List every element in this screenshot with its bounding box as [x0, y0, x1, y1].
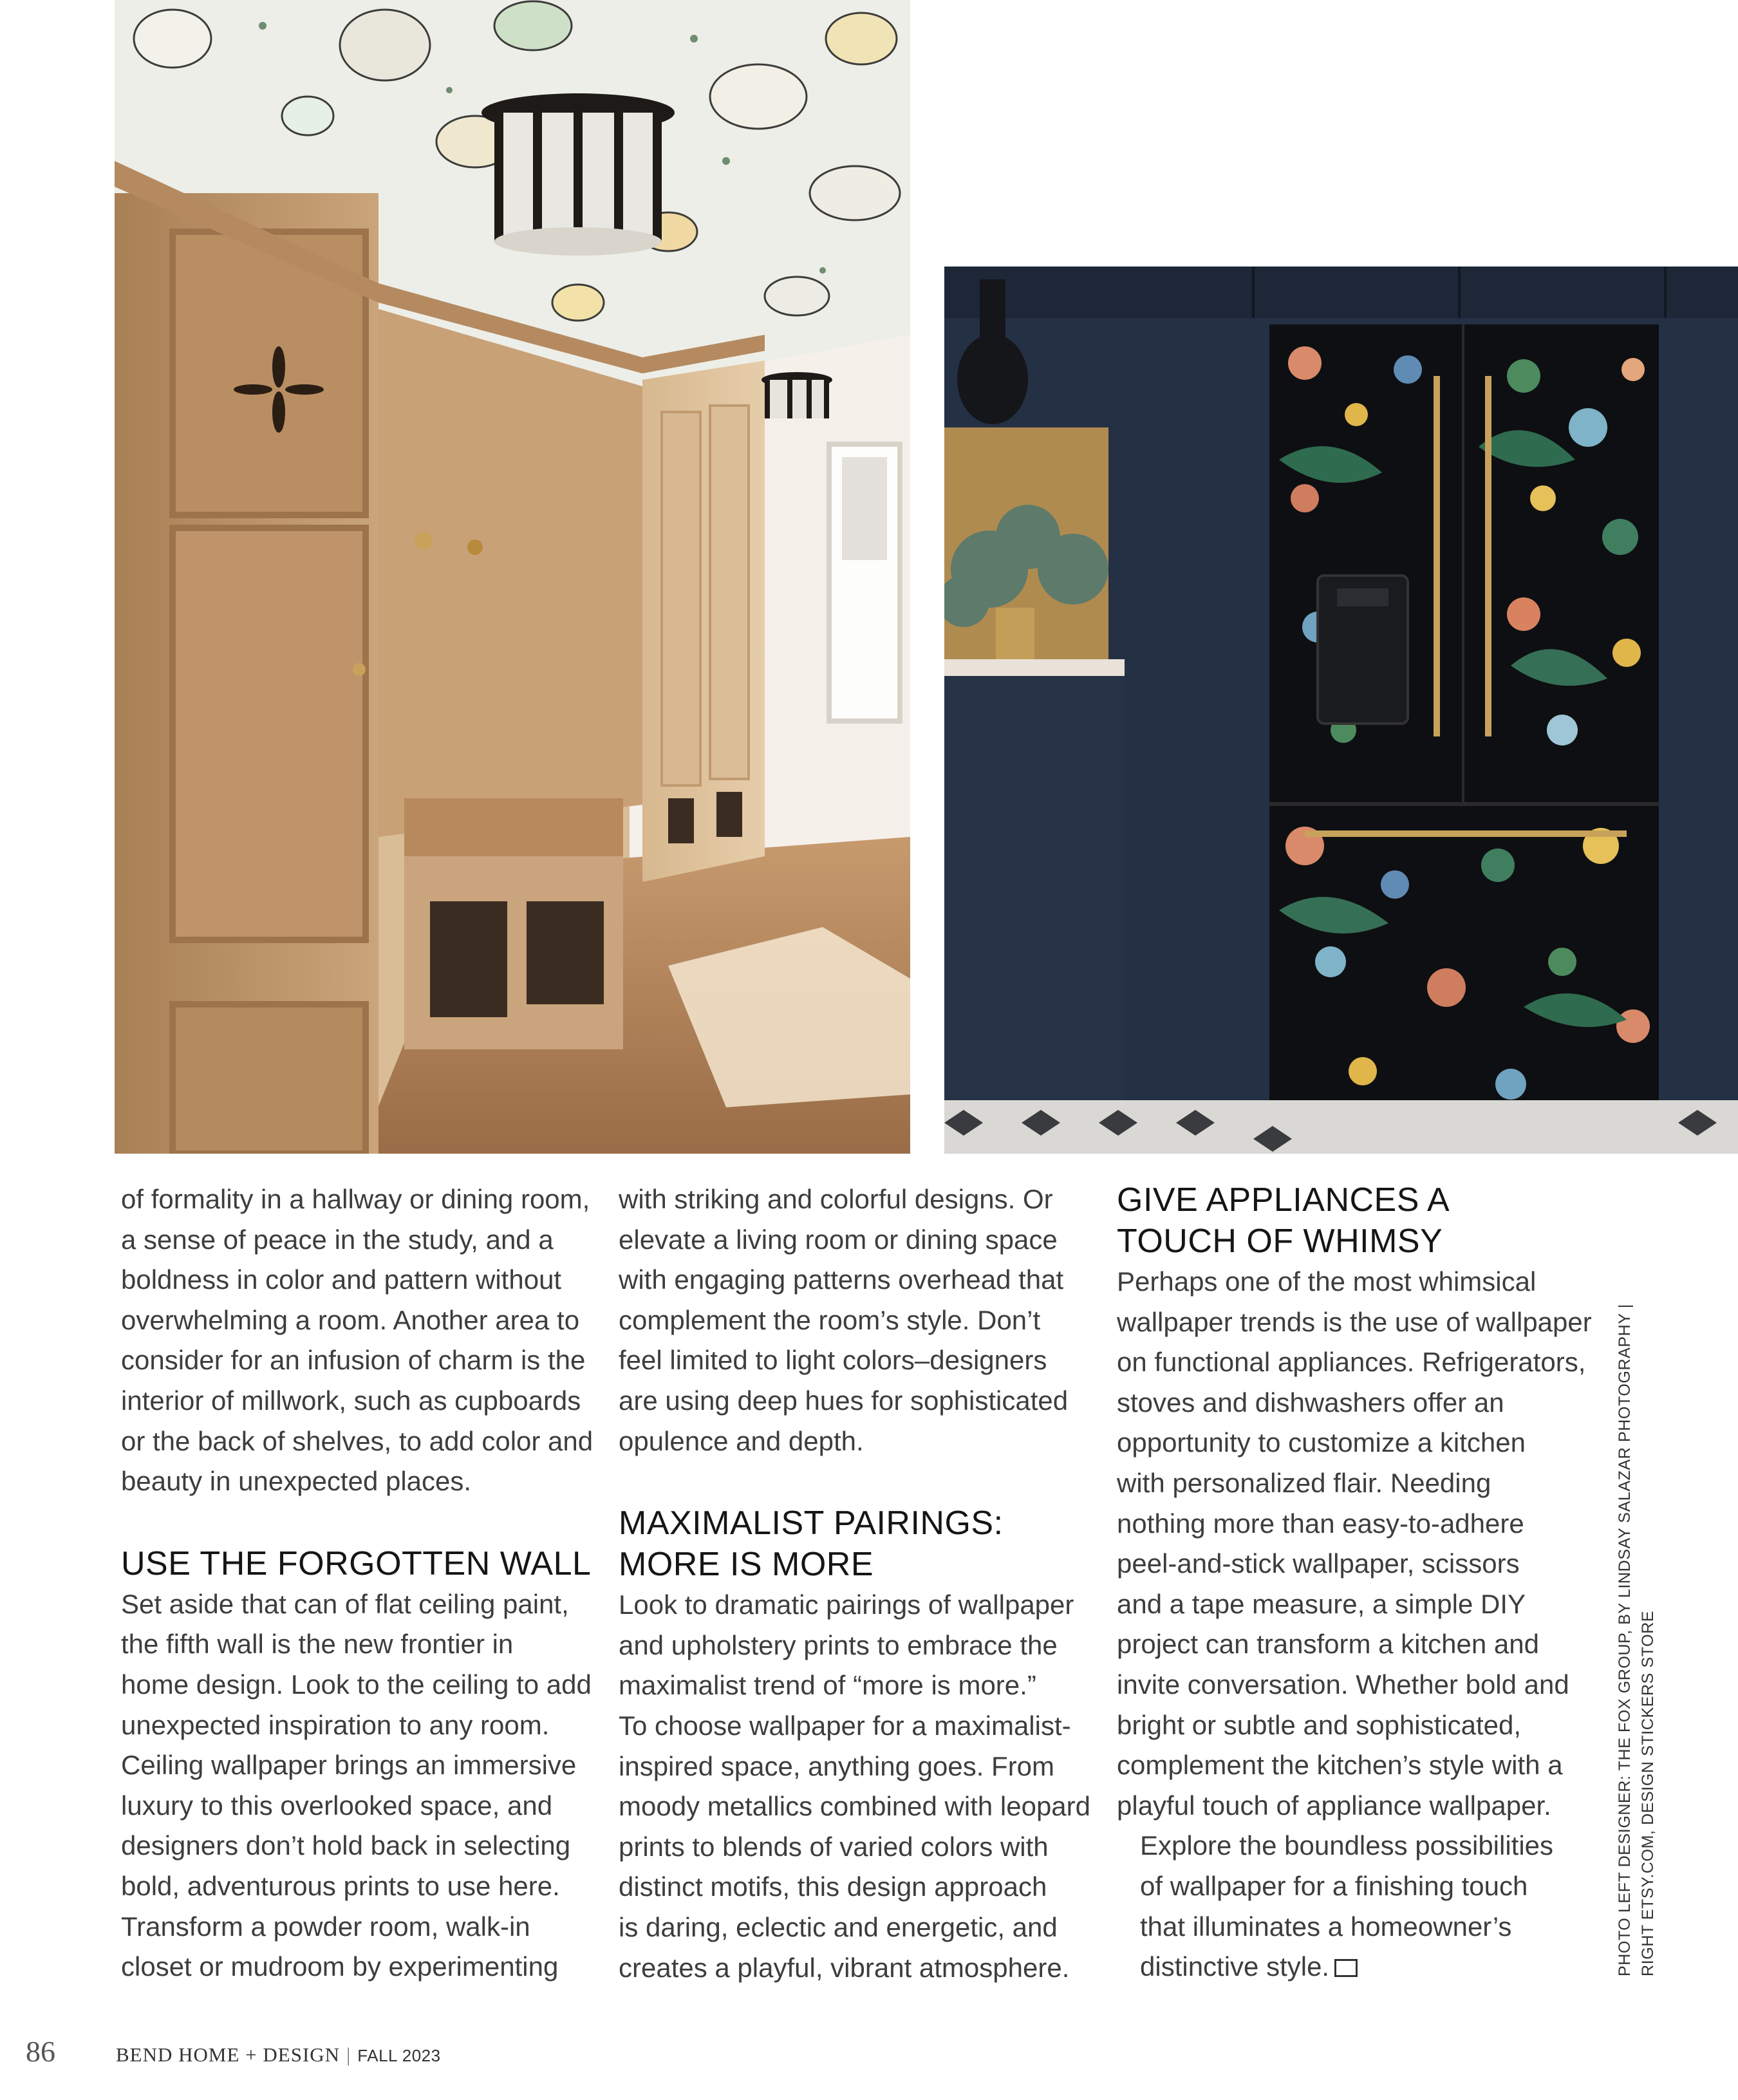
text-line: are using deep hues for sophisticated — [619, 1385, 1069, 1416]
refrigerator-illustration — [944, 267, 1738, 1154]
bench-cane-panel — [527, 901, 604, 1004]
text-line: elevate a living room or dining space — [619, 1224, 1058, 1255]
text-line-last — [1117, 1947, 1600, 1987]
text-line: Set aside that can of flat ceiling paint, — [121, 1588, 569, 1619]
cabinet-knob — [353, 663, 366, 676]
bench-alcove — [378, 309, 642, 837]
bench-seat — [404, 798, 623, 856]
lower-cabinet-door — [173, 528, 366, 940]
patterned-floor — [944, 1100, 1738, 1154]
text-line: luxury to this overlooked space, and — [121, 1790, 553, 1821]
text-line: prints to blends of varied colors with — [619, 1831, 1049, 1862]
text-line: moody metallics combined with leopard — [619, 1791, 1091, 1822]
text-line: is daring, eclectic and energetic, and — [619, 1911, 1058, 1942]
closing-paragraph — [1117, 1826, 1600, 1987]
text-line: with personalized flair. Needing — [1117, 1467, 1491, 1498]
photo-credit-line: PHOTO LEFT DESIGNER: THE FOX GROUP, BY LINDSAY SALAZAR PHOTOGRAPHY | — [1616, 1304, 1634, 1976]
section-heading-forgotten-wall: USE THE FORGOTTEN WALL — [121, 1544, 592, 1582]
locker-door — [662, 412, 700, 785]
locker-cane-panel — [716, 792, 742, 837]
fridge-handle-left — [1434, 376, 1440, 736]
locker-door — [710, 406, 749, 779]
text-line: the fifth wall is the new frontier in — [121, 1629, 514, 1660]
text-line: bold, adventurous prints to use here. — [121, 1870, 560, 1901]
locker-cane-panel — [668, 798, 694, 843]
text-line: overwhelming a room. Another area to — [121, 1304, 580, 1335]
coat-hook — [415, 532, 433, 550]
text-line: inspired space, anything goes. From — [619, 1750, 1055, 1781]
body-paragraph — [619, 1585, 1101, 1988]
intro-paragraph — [619, 1179, 1101, 1461]
text-line: stoves and dishwashers offer an — [1117, 1387, 1504, 1418]
heading-line: MAXIMALIST PAIRINGS: — [619, 1505, 1004, 1542]
text-line: Ceiling wallpaper brings an immersive — [121, 1750, 577, 1781]
text-line: or the back of shelves, to add color and — [121, 1425, 593, 1456]
section-heading-appliances — [1117, 1179, 1600, 1262]
text-line: Transform a powder room, walk-in — [121, 1911, 530, 1942]
freezer-handle — [1305, 830, 1627, 837]
upper-cabinet-band — [944, 267, 1738, 318]
text-line: consider for an infusion of charm is the — [121, 1345, 586, 1376]
section-heading-maximalist — [619, 1503, 1101, 1585]
text-line: boldness in color and pattern without — [121, 1264, 562, 1295]
article-column-3 — [1117, 1179, 1600, 1987]
text-line: and upholstery prints to embrace the — [619, 1629, 1058, 1660]
text-line: Look to dramatic pairings of wallpaper — [619, 1589, 1074, 1620]
text-line: creates a playful, vibrant atmosphere. — [619, 1952, 1070, 1983]
page-number: 86 — [26, 2035, 55, 2068]
footer-separator: | — [346, 2043, 351, 2066]
mudroom-illustration — [115, 0, 910, 1154]
text-line: project can transform a kitchen and — [1117, 1629, 1540, 1660]
magazine-name: BEND HOME + DESIGN — [116, 2043, 341, 2066]
text-line: opportunity to customize a kitchen — [1117, 1427, 1526, 1458]
text-line: opulence and depth. — [619, 1425, 864, 1456]
drawer — [173, 1004, 366, 1154]
text-line: of formality in a hallway or dining room, — [121, 1184, 590, 1214]
text-line: nothing more than easy-to-adhere — [1117, 1508, 1524, 1539]
text-line: invite conversation. Whether bold and — [1117, 1669, 1569, 1700]
issue-label: FALL 2023 — [357, 2046, 441, 2065]
text-line: home design. Look to the ceiling to add — [121, 1669, 592, 1700]
countertop — [944, 659, 1125, 676]
text-line: To choose wallpaper for a maximalist- — [619, 1710, 1071, 1741]
text-line: peel-and-stick wallpaper, scissors — [1117, 1548, 1520, 1579]
photo-right-refrigerator — [944, 267, 1738, 1154]
pendant-light-large — [481, 93, 675, 256]
text-line: on functional appliances. Refrigerators, — [1117, 1347, 1586, 1378]
photo-left-mudroom — [115, 0, 910, 1154]
text-line: complement the room’s style. Don’t — [619, 1304, 1041, 1335]
heading-line: TOUCH OF WHIMSY — [1117, 1223, 1443, 1260]
text-line: with striking and colorful designs. Or — [619, 1184, 1053, 1214]
text-line: of wallpaper for a finishing touch — [1140, 1870, 1528, 1901]
text-line: feel limited to light colors–designers — [619, 1345, 1047, 1376]
text-line: bright or subtle and sophisticated, — [1117, 1709, 1522, 1740]
text-line: that illuminates a homeowner’s — [1140, 1911, 1512, 1942]
text-line: wallpaper trends is the use of wallpaper — [1117, 1306, 1592, 1337]
text-line: a sense of peace in the study, and a — [121, 1224, 554, 1255]
end-mark-icon — [1334, 1959, 1358, 1977]
text-line: distinctive style. — [1140, 1951, 1330, 1982]
body-paragraph — [121, 1584, 604, 1987]
body-paragraph — [1117, 1262, 1600, 1826]
text-line: with engaging patterns overhead that — [619, 1264, 1064, 1295]
text-line: maximalist trend of “more is more.” — [619, 1670, 1036, 1701]
footer-brand — [116, 2043, 441, 2067]
text-line: closet or mudroom by experimenting — [121, 1951, 559, 1982]
text-line: unexpected inspiration to any room. — [121, 1709, 550, 1740]
coat-hook — [467, 539, 483, 555]
text-line: Perhaps one of the most whimsical — [1117, 1266, 1537, 1297]
lower-cabinet — [944, 676, 1125, 1154]
brass-cup — [996, 608, 1034, 659]
pendant-light-small — [762, 372, 832, 418]
article-column-2 — [619, 1179, 1101, 1988]
bench-cane-panel — [430, 901, 507, 1017]
text-line: beauty in unexpected places. — [121, 1466, 472, 1497]
text-line: interior of millwork, such as cupboards — [121, 1385, 581, 1416]
text-line: playful touch of appliance wallpaper. — [1117, 1790, 1551, 1821]
heading-line: MORE IS MORE — [619, 1546, 874, 1584]
text-line: Explore the boundless possibilities — [1140, 1830, 1554, 1861]
fridge-handle-right — [1485, 376, 1491, 736]
photo-credit — [1613, 1304, 1659, 1976]
text-line: designers don’t hold back in selecting — [121, 1830, 571, 1861]
text-line: complement the kitchen’s style with a — [1117, 1750, 1563, 1781]
text-line: and a tape measure, a simple DIY — [1117, 1588, 1526, 1619]
photo-credit-line: RIGHT ETSY.COM, DESIGN STICKERS STORE — [1639, 1610, 1657, 1976]
text-line: distinct motifs, this design approach — [619, 1871, 1047, 1902]
article-column-1 — [121, 1179, 604, 1987]
heading-line: GIVE APPLIANCES A — [1117, 1181, 1450, 1219]
dispenser-display — [1337, 588, 1388, 606]
intro-paragraph — [121, 1179, 604, 1502]
window-shade — [842, 457, 887, 560]
